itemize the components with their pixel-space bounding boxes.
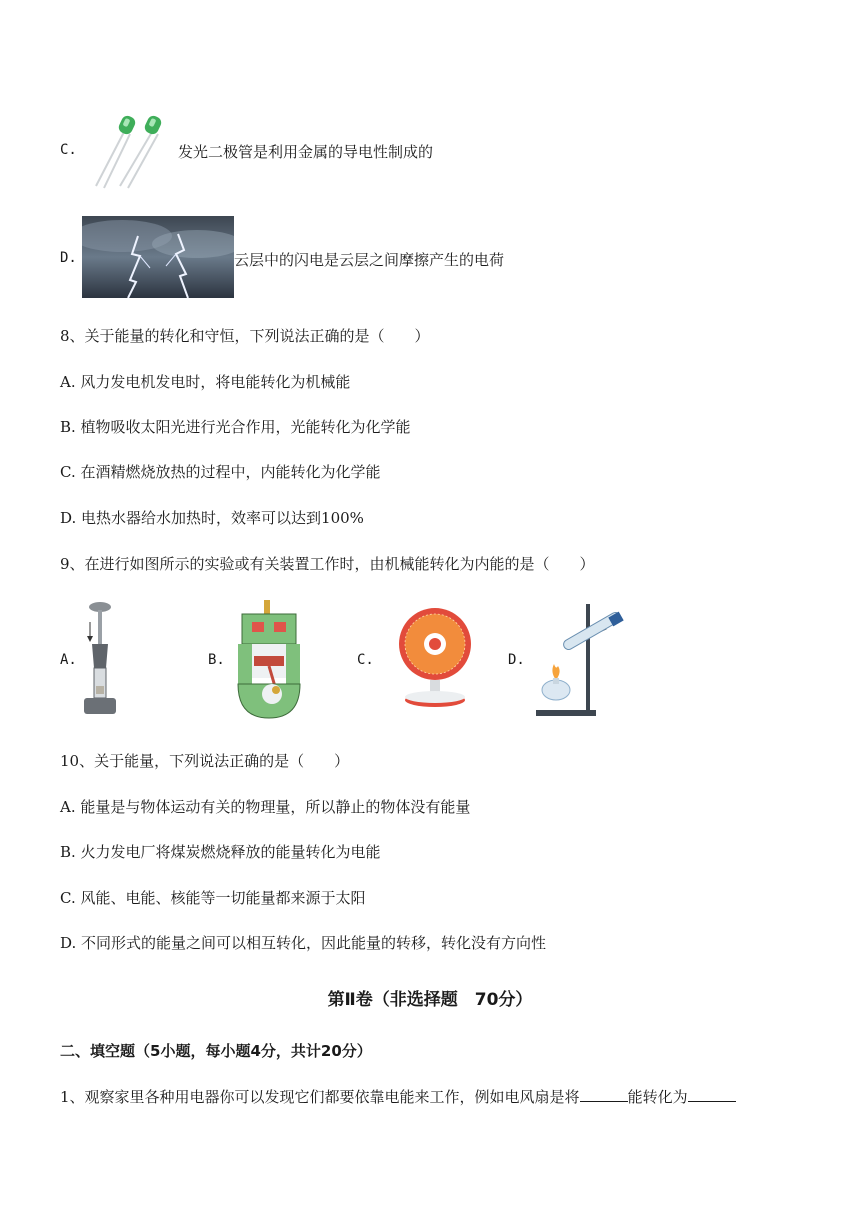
- q8-option-c: C. 在酒精燃烧放热的过程中，内能转化为化学能: [60, 463, 381, 481]
- q8-option-b: B. 植物吸收太阳光进行光合作用，光能转化为化学能: [60, 418, 411, 436]
- q10-option-a: A. 能量是与物体运动有关的物理量，所以静止的物体没有能量: [60, 798, 471, 816]
- q10-option-b: B. 火力发电厂将煤炭燃烧释放的能量转化为电能: [60, 843, 381, 861]
- q10-option-d: D. 不同形式的能量之间可以相互转化，因此能量的转移，转化没有方向性: [60, 934, 547, 952]
- q7-option-d-text: 云层中的闪电是云层之间摩擦产生的电荷: [234, 251, 505, 269]
- q8-option-a: A. 风力发电机发电时，将电能转化为机械能: [60, 373, 351, 391]
- fill-in-question-1: [60, 1086, 736, 1107]
- heating-test-tube-image: [530, 600, 630, 718]
- q7-option-d-label: D.: [60, 250, 77, 266]
- fill-in-heading: 二、填空题（5小题，每小题4分，共计20分）: [60, 1042, 372, 1060]
- q10-stem: 10、关于能量，下列说法正确的是（ ）: [60, 752, 350, 770]
- answer-blank-1[interactable]: [580, 1087, 628, 1102]
- engine-stroke-image: [232, 600, 306, 720]
- air-compression-cylinder-image: [80, 600, 120, 718]
- q8-stem: 8、关于能量的转化和守恒，下列说法正确的是（ ）: [60, 327, 430, 345]
- q9-label-a: A.: [60, 652, 77, 668]
- q10-option-c: C. 风能、电能、核能等一切能量都来源于太阳: [60, 889, 366, 907]
- fill-in-q1-text-part2: 能转化为: [627, 1088, 688, 1106]
- electric-heater-image: [396, 604, 474, 710]
- q9-label-c: C.: [357, 652, 374, 668]
- q9-stem: 9、在进行如图所示的实验或有关装置工作时，由机械能转化为内能的是（ ）: [60, 555, 595, 573]
- section-2-title: 第Ⅱ卷（非选择题 70分）: [327, 990, 533, 1010]
- fill-in-q1-text-part1: 1、观察家里各种用电器你可以发现它们都要依靠电能来工作，例如电风扇是将: [60, 1088, 580, 1106]
- q8-option-d: D. 电热水器给水加热时，效率可以达到100%: [60, 509, 364, 527]
- answer-blank-2[interactable]: [688, 1087, 736, 1102]
- q7-option-c-label: C.: [60, 142, 77, 158]
- q9-label-b: B.: [208, 652, 225, 668]
- q7-option-c-text: 发光二极管是利用金属的导电性制成的: [178, 143, 434, 161]
- q9-label-d: D.: [508, 652, 525, 668]
- lightning-clouds-image: [82, 216, 234, 298]
- led-diodes-image: [88, 112, 168, 190]
